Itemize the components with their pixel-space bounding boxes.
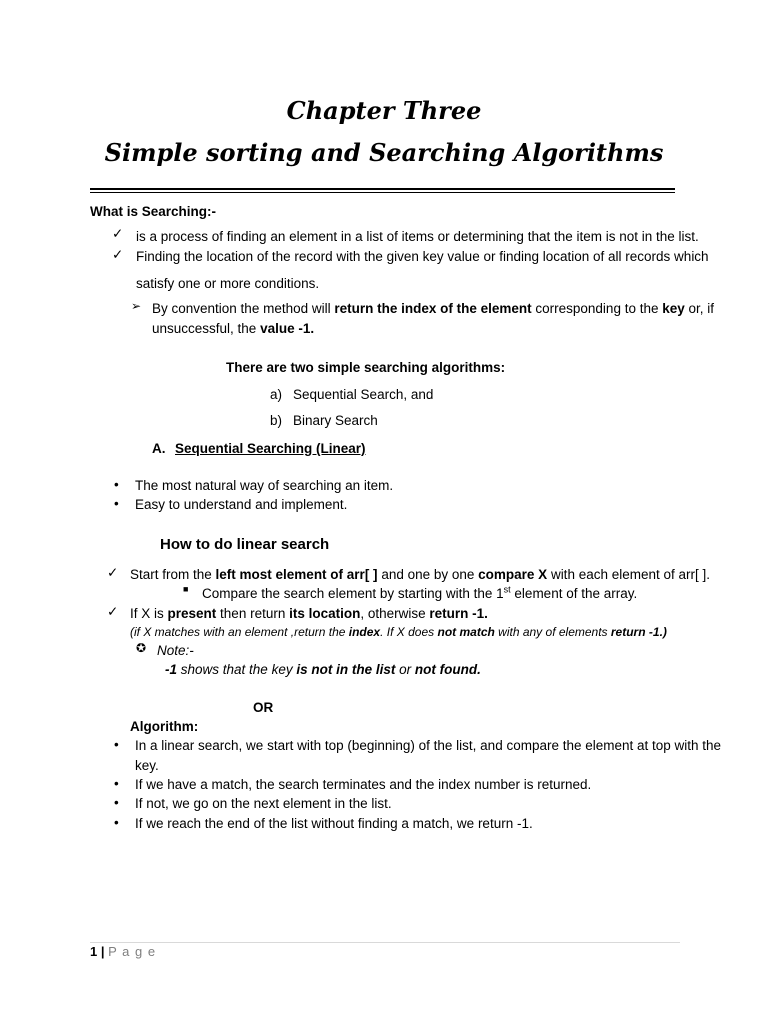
- note-bold-not-found: not found.: [414, 662, 481, 677]
- searching-location-line1: Finding the location of the record with the given key value or finding location of all records which: [136, 249, 709, 264]
- parenthetical-note: [130, 625, 667, 640]
- or-separator: OR: [253, 700, 274, 715]
- divider-line-bottom: [90, 192, 675, 193]
- note-bold-minus-one: -1: [165, 662, 178, 677]
- chapter-subtitle: Simple sorting and Searching Algorithms: [104, 138, 664, 167]
- square-bullet-icon: ■: [183, 584, 189, 594]
- footer-rule: [90, 942, 680, 943]
- check-mark-icon: ✓: [107, 565, 119, 580]
- convention-bold-value: value -1.: [260, 321, 315, 336]
- step-bold-left-most: left most element of arr[ ]: [215, 567, 378, 582]
- note-body: [165, 661, 481, 679]
- paren-text: (if X matches with an element ,return the: [130, 625, 349, 639]
- algorithm-step1-line2: key.: [135, 758, 159, 773]
- note-text: or: [395, 662, 415, 677]
- substep-compare: [202, 585, 637, 603]
- substep-text: Compare the search element by starting with the 1: [202, 586, 504, 601]
- convention-text: or, if: [684, 301, 715, 316]
- round-bullet-icon: •: [114, 776, 119, 791]
- step-if-present: [130, 605, 488, 623]
- paren-text: with any of elements: [494, 625, 611, 639]
- paren-bold-return: return -1.): [610, 625, 667, 639]
- note-text: shows that the key: [177, 662, 297, 677]
- step-start-left: [130, 566, 710, 584]
- page-footer: [90, 944, 156, 959]
- check-mark-icon: ✓: [112, 226, 124, 241]
- searching-location-line2: satisfy one or more conditions.: [136, 276, 320, 291]
- list-marker-a: a): [270, 387, 283, 402]
- convention-line1: [152, 300, 714, 318]
- searching-definition: is a process of finding an element in a list of items or determining that the item is not in the list.: [136, 229, 699, 244]
- page-number: 1: [90, 944, 98, 959]
- step-text: with each element of arr[ ].: [547, 567, 711, 582]
- step-bold-return: return -1.: [429, 606, 488, 621]
- round-bullet-icon: •: [114, 496, 119, 511]
- round-bullet-icon: •: [114, 815, 119, 830]
- step-bold-location: its location: [289, 606, 361, 621]
- section-marker-a: A.: [152, 441, 166, 456]
- algorithm-step3: If not, we go on the next element in the list.: [135, 796, 392, 811]
- paren-bold-index: index: [348, 625, 381, 639]
- step-text: If X is: [130, 606, 168, 621]
- paren-bold-not-match: not match: [437, 625, 495, 639]
- step-bold-present: present: [167, 606, 217, 621]
- searching-heading: What is Searching:-: [90, 204, 217, 219]
- list-item-sequential: Sequential Search, and: [293, 387, 434, 402]
- note-bold-not-in-list: is not in the list: [296, 662, 396, 677]
- note-label: Note:-: [157, 643, 194, 658]
- superscript-st: st: [503, 584, 511, 595]
- step-text: , otherwise: [360, 606, 430, 621]
- two-algorithms-heading: There are two simple searching algorithms:: [226, 360, 506, 375]
- round-bullet-icon: •: [114, 477, 119, 492]
- sequential-bullet-easy: Easy to understand and implement.: [135, 497, 348, 512]
- step-text: then return: [216, 606, 290, 621]
- algorithm-step2: If we have a match, the search terminates and the index number is returned.: [135, 777, 592, 792]
- arrowhead-icon: ➢: [131, 299, 142, 313]
- algorithm-heading: Algorithm:: [130, 719, 199, 734]
- substep-text: element of the array.: [510, 586, 638, 601]
- round-bullet-icon: •: [114, 737, 119, 752]
- page-separator: |: [100, 944, 105, 959]
- page-label: P a g e: [108, 944, 157, 959]
- sequential-heading: Sequential Searching (Linear): [175, 441, 366, 456]
- step-text: Start from the: [130, 567, 216, 582]
- list-item-binary: Binary Search: [293, 413, 378, 428]
- algorithm-step4: If we reach the end of the list without finding a match, we return -1.: [135, 816, 533, 831]
- check-mark-icon: ✓: [112, 247, 124, 262]
- convention-bold-index: return the index of the element: [334, 301, 532, 316]
- algorithm-step1-line1: In a linear search, we start with top (beginning) of the list, and compare the element at top with the: [135, 738, 722, 753]
- check-mark-icon: ✓: [107, 604, 119, 619]
- convention-line2: [152, 320, 314, 338]
- convention-bold-key: key: [662, 301, 685, 316]
- convention-text: By convention the method will: [152, 301, 335, 316]
- divider-line-top: [90, 188, 675, 190]
- chapter-title: Chapter Three: [286, 96, 482, 125]
- convention-text: corresponding to the: [531, 301, 663, 316]
- paren-text: . If X does: [380, 625, 438, 639]
- star-circle-icon: ✪: [136, 641, 147, 655]
- howto-heading: How to do linear search: [160, 536, 330, 553]
- step-text: and one by one: [377, 567, 479, 582]
- sequential-bullet-natural: The most natural way of searching an item.: [135, 478, 394, 493]
- step-bold-compare: compare X: [478, 567, 548, 582]
- convention-text: unsuccessful, the: [152, 321, 261, 336]
- list-marker-b: b): [270, 413, 283, 428]
- round-bullet-icon: •: [114, 795, 119, 810]
